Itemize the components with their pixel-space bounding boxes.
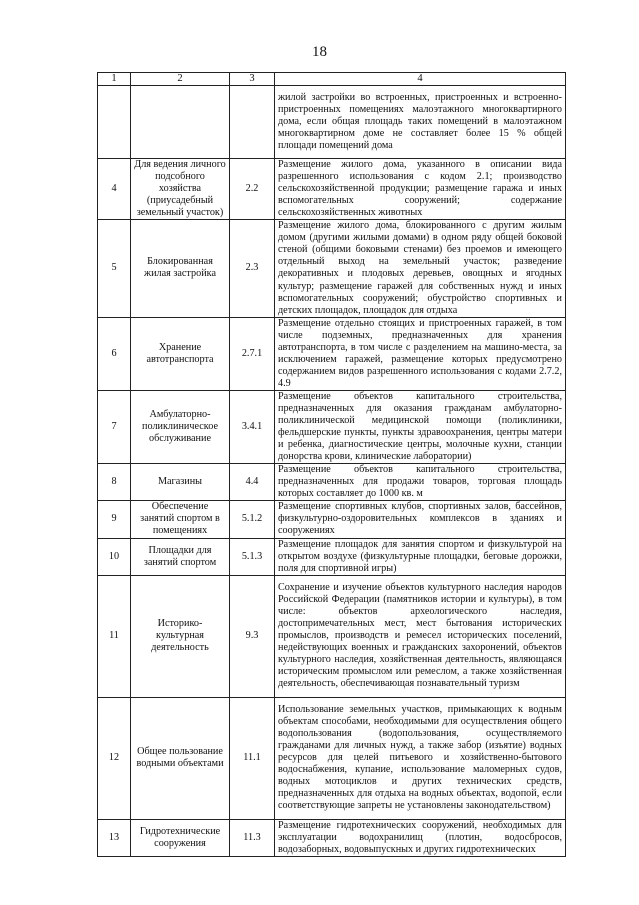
- use-type-description: Размещение площадок для занятия спортом и физкультурой на открытом воздухе (физкультурные площадки, беговые дорожки, поля для спортивной игры): [275, 538, 566, 575]
- use-type-description: Размещение жилого дома, указанного в описании вида разрешенного использования с кодом 2.1; производство сельскохозяйственной продукции; размещение гаража и иных вспомогательных сооружений; содержание сельскохозяйственных животных: [275, 159, 566, 220]
- row-number: 10: [98, 538, 131, 575]
- header-cell-3: 3: [230, 73, 275, 86]
- use-type-description: Размещение объектов капитального строительства, предназначенных для оказания гражданам амбулаторно-поликлинической медицинской помощи (поликлиники, фельдшерские пункты, пункты здравоохранения, центры матери и ребенка, диагностические центры, молочные кухни, станции донорства крови, клинические лаборатории): [275, 390, 566, 463]
- table-row: [98, 819, 566, 856]
- use-type-name: Амбулаторно-поликлиническое обслуживание: [131, 390, 230, 463]
- table-row: [98, 501, 566, 538]
- row-number: 5: [98, 220, 131, 317]
- use-type-description: Размещение отдельно стоящих и пристроенных гаражей, в том числе подземных, предназначенных для хранения автотранспорта, в том числе с разделением на машино-места, за исключением гаражей, размещение которых предусмотрено содержанием видов разрешенного использования с кодами 2.7.2, 4.9: [275, 317, 566, 390]
- use-type-code: 4.4: [230, 464, 275, 501]
- use-type-name: [131, 86, 230, 159]
- row-number: 4: [98, 159, 131, 220]
- use-type-code: 5.1.3: [230, 538, 275, 575]
- use-type-name: Для ведения личного подсобного хозяйства (приусадебный земельный участок): [131, 159, 230, 220]
- row-number: 13: [98, 819, 131, 856]
- use-type-description: Использование земельных участков, примыкающих к водным объектам способами, необходимыми для осуществления общего водопользования (водопользования, осуществляемого гражданами для личных нужд, а также забор (изъятие) водных ресурсов для целей питьевого и хозяйственно-бытового водоснабжения, купание, использование маломерных судов, водных мотоциклов и других технических средств, предназначенных для отдыха на водных объектах, водопой, если соответствующие запреты не установлены законодательством): [275, 697, 566, 819]
- use-type-description: жилой застройки во встроенных, пристроенных и встроенно-пристроенных помещениях малоэтажного многоквартирного дома, если общая площадь таких помещений в малоэтажном многоквартирном доме не составляет более 15 % общей площади помещений дома: [275, 86, 566, 159]
- use-type-code: 11.3: [230, 819, 275, 856]
- use-type-name: Хранение автотранспорта: [131, 317, 230, 390]
- use-type-name: Общее пользование водными объектами: [131, 697, 230, 819]
- page-number: 18: [312, 44, 327, 60]
- use-type-name: Блокированная жилая застройка: [131, 220, 230, 317]
- use-type-description: Размещение жилого дома, блокированного с другим жилым домом (другими жилыми домами) в одном ряду общей боковой стеной (общими боковыми стенами) без проемов и имеющего отдельный выход на земельный участок; разведение декоративных и плодовых деревьев, овощных и ягодных культур; размещение гаражей для собственных нужд и иных вспомогательных сооружений; обустройство спортивных и детских площадок, площадок для отдыха: [275, 220, 566, 317]
- row-number: 6: [98, 317, 131, 390]
- use-type-description: Размещение гидротехнических сооружений, необходимых для эксплуатации водохранилищ (плотин, водосбросов, водозаборных, водовыпускных и других гидротехнических: [275, 819, 566, 856]
- use-type-code: 11.1: [230, 697, 275, 819]
- row-number: 11: [98, 575, 131, 697]
- header-cell-2: 2: [131, 73, 230, 86]
- row-number: 8: [98, 464, 131, 501]
- table-row: [98, 159, 566, 220]
- table-row: [98, 390, 566, 463]
- use-type-code: 2.3: [230, 220, 275, 317]
- table-row: [98, 220, 566, 317]
- table-row: [98, 86, 566, 159]
- header-cell-1: 1: [98, 73, 131, 86]
- use-type-description: Размещение спортивных клубов, спортивных залов, бассейнов, физкультурно-оздоровительных комплексов в зданиях и сооружениях: [275, 501, 566, 538]
- header-cell-4: 4: [275, 73, 566, 86]
- table-row: [98, 575, 566, 697]
- row-number: 12: [98, 697, 131, 819]
- row-number: 9: [98, 501, 131, 538]
- table-row: [98, 697, 566, 819]
- use-type-code: 2.7.1: [230, 317, 275, 390]
- use-type-name: Гидротехнические сооружения: [131, 819, 230, 856]
- use-type-description: Сохранение и изучение объектов культурного наследия народов Российской Федерации (памятников истории и культуры), в том числе: объектов археологического наследия, достопримечательных мест, мест бытования исторических промыслов, производств и ремесел исторических поселений, недействующих военных и гражданских захоронений, объектов культурного наследия, хозяйственная деятельность, являющаяся историческим промыслом или ремеслом, а также хозяйственная деятельность, обеспечивающая познавательный туризм: [275, 575, 566, 697]
- use-type-name: Магазины: [131, 464, 230, 501]
- row-number: 7: [98, 390, 131, 463]
- use-type-code: 9.3: [230, 575, 275, 697]
- row-number: [98, 86, 131, 159]
- use-type-code: 2.2: [230, 159, 275, 220]
- use-type-description: Размещение объектов капитального строительства, предназначенных для продажи товаров, торговая площадь которых составляет до 1000 кв. м: [275, 464, 566, 501]
- use-type-name: Обеспечение занятий спортом в помещениях: [131, 501, 230, 538]
- table-row: [98, 317, 566, 390]
- table-row: [98, 538, 566, 575]
- land-use-table: [97, 72, 566, 857]
- table-header-row: [98, 73, 566, 86]
- use-type-code: 3.4.1: [230, 390, 275, 463]
- use-type-code: 5.1.2: [230, 501, 275, 538]
- use-type-code: [230, 86, 275, 159]
- use-type-name: Историко-культурная деятельность: [131, 575, 230, 697]
- table-row: [98, 464, 566, 501]
- use-type-name: Площадки для занятий спортом: [131, 538, 230, 575]
